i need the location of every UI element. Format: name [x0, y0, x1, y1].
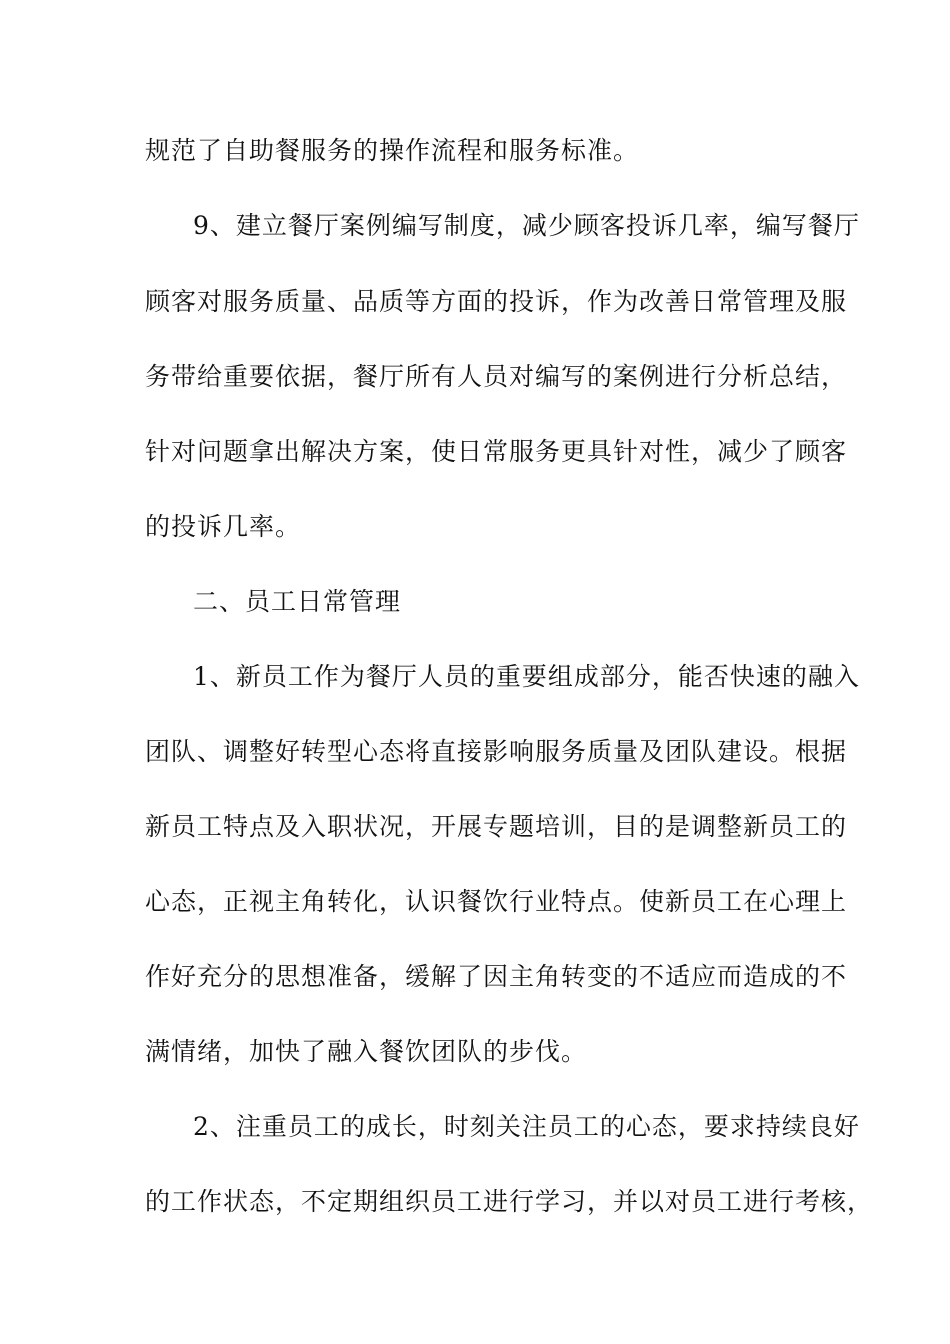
paragraph-line: 新员工特点及入职状况，开展专题培训，目的是调整新员工的 — [145, 812, 848, 841]
paragraph-line: 9、建立餐厅案例编写制度，减少顾客投诉几率，编写餐厅 — [193, 211, 860, 240]
section-heading: 二、员工日常管理 — [193, 587, 402, 616]
paragraph-line: 满情绪，加快了融入餐饮团队的步伐。 — [145, 1037, 588, 1066]
paragraph-line: 团队、调整好转型心态将直接影响服务质量及团队建设。根据 — [145, 737, 848, 766]
paragraph-line: 务带给重要依据，餐厅所有人员对编写的案例进行分析总结， — [145, 362, 848, 391]
paragraph-line: 的工作状态，不定期组织员工进行学习，并以对员工进行考核， — [145, 1187, 874, 1216]
paragraph-line: 针对问题拿出解决方案，使日常服务更具针对性，减少了顾客 — [145, 437, 848, 466]
paragraph-line: 心态，正视主角转化，认识餐饮行业特点。使新员工在心理上 — [145, 887, 848, 916]
paragraph-line: 作好充分的思想准备，缓解了因主角转变的不适应而造成的不 — [145, 962, 848, 991]
paragraph-line: 的投诉几率。 — [145, 512, 302, 541]
paragraph-line: 2、注重员工的成长，时刻关注员工的心态，要求持续良好 — [193, 1112, 860, 1141]
paragraph-line: 1、新员工作为餐厅人员的重要组成部分，能否快速的融入 — [193, 662, 860, 691]
paragraph-line: 规范了自助餐服务的操作流程和服务标准。 — [145, 136, 640, 165]
paragraph-line: 顾客对服务质量、品质等方面的投诉，作为改善日常管理及服 — [145, 287, 848, 316]
